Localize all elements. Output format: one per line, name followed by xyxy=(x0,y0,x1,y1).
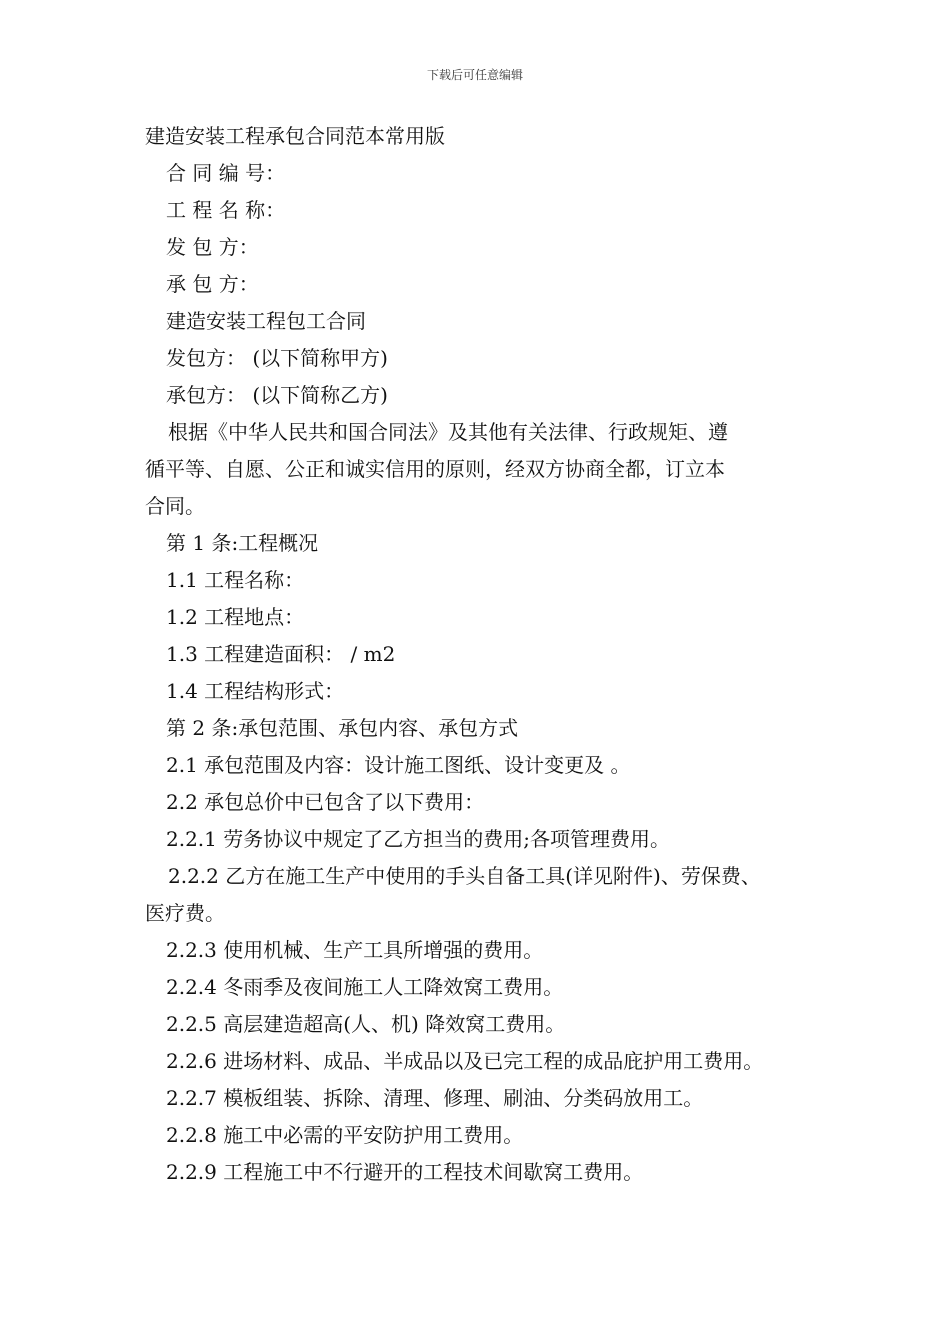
clause-2-2-4: 2.2.4 冬雨季及夜间施工人工降效窝工费用。 xyxy=(166,975,564,999)
preamble-line-3: 合同。 xyxy=(145,494,205,518)
clause-1-4: 1.4 工程结构形式： xyxy=(166,679,345,703)
clause-2-2-3: 2.2.3 使用机械、生产工具所增强的费用。 xyxy=(166,938,544,962)
contractor-line: 承 包 方： xyxy=(166,272,259,296)
clause-2-2-9: 2.2.9 工程施工中不行避开的工程技术间歇窝工费用。 xyxy=(166,1160,644,1184)
document-body xyxy=(145,118,815,1191)
clause-1-2: 1.2 工程地点： xyxy=(166,605,305,629)
preamble-line-1: 根据《中华人民共和国合同法》及其他有关法律、行政规矩、遵 xyxy=(168,420,728,444)
clause-2-1: 2.1 承包范围及内容：设计施工图纸、设计变更及 。 xyxy=(166,753,631,777)
contract-number-line: 合 同 编 号： xyxy=(166,161,286,185)
clause-2-2-1: 2.2.1 劳务协议中规定了乙方担当的费用;各项管理费用。 xyxy=(166,827,670,851)
contract-subtitle: 建造安装工程包工合同 xyxy=(166,309,366,333)
party-b-line: 承包方： (以下简称乙方) xyxy=(166,383,388,407)
clause-2-2-2-line-1: 2.2.2 乙方在施工生产中使用的手头自备工具(详见附件)、劳保费、 xyxy=(168,864,761,888)
clause-2-2-7: 2.2.7 模板组装、拆除、清理、修理、刷油、分类码放用工。 xyxy=(166,1086,704,1110)
party-a-line: 发包方： (以下简称甲方) xyxy=(166,346,388,370)
article-2-heading: 第 2 条:承包范围、承包内容、承包方式 xyxy=(166,716,519,740)
clause-2-2-6: 2.2.6 进场材料、成品、半成品以及已完工程的成品庇护用工费用。 xyxy=(166,1049,764,1073)
clause-2-2-8: 2.2.8 施工中必需的平安防护用工费用。 xyxy=(166,1123,524,1147)
header-note: 下载后可任意编辑 xyxy=(426,68,523,82)
clause-2-2-5: 2.2.5 高层建造超高(人、机) 降效窝工费用。 xyxy=(166,1012,566,1036)
employer-line: 发 包 方： xyxy=(166,235,259,259)
document-title: 建造安装工程承包合同范本常用版 xyxy=(145,124,445,148)
clause-2-2-2-line-2: 医疗费。 xyxy=(145,901,225,925)
clause-1-1: 1.1 工程名称： xyxy=(166,568,305,592)
clause-2-2: 2.2 承包总价中已包含了以下费用： xyxy=(166,790,485,814)
clause-1-3: 1.3 工程建造面积： / m2 xyxy=(166,642,396,666)
article-1-heading: 第 1 条:工程概况 xyxy=(166,531,319,555)
preamble-line-2: 循平等、自愿、公正和诚实信用的原则，经双方协商全都，订立本 xyxy=(145,457,725,481)
project-name-line: 工 程 名 称： xyxy=(166,198,286,222)
